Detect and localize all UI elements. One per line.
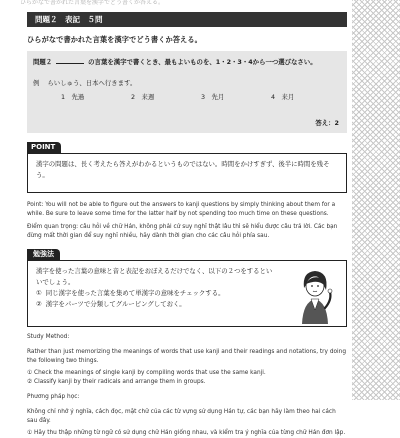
choice-2: 2 来週 <box>131 93 155 101</box>
point-box: 漢字の問題は、長く考えたら答えがわかるというものではない。時間をかけすぎず、後半に時間を残そう。 <box>27 153 347 193</box>
study-vn-heading: Phương pháp học: <box>27 394 80 400</box>
example-row <box>33 78 341 87</box>
page-content <box>27 12 347 438</box>
section-instruction: ひらがなで書かれた言葉を漢字でどう書くか答える。 <box>27 35 202 44</box>
point-english: Point: You will not be able to figure out the answers to kanji questions by simply thinking about them for a while. Be sure to leave some time for the latter half by not spending too much time on these questions. <box>27 202 336 217</box>
study-item-number: ② <box>36 300 42 308</box>
example-sentence: らいしゅう、日本へ行きます。 <box>47 79 137 87</box>
study-english-heading: Study Method: <box>27 334 70 340</box>
answer-text: 答え：2 <box>315 119 339 127</box>
choice-1: 1 先過 <box>61 93 85 101</box>
study-vn-body: Không chỉ nhớ ý nghĩa, cách đọc, mặt chữ của các từ vựng sử dụng Hán tự, các bạn hãy làm theo hai cách sau đây. <box>27 409 336 424</box>
choice-3: 3 先月 <box>201 93 225 101</box>
study-english-item-2: ② Classify kanji by their radicals and arrange them in groups. <box>27 379 206 385</box>
study-method-tag: 勉強法 <box>27 249 60 260</box>
point-vietnamese: Điểm quan trọng: câu hỏi về chữ Hán, không phải cứ suy nghĩ thật lâu thì sẽ hiểu được câu trả lời. Các bạn đừng mất thời gian để suy nghĩ nhiều, hãy dành thời gian cho các câu hỏi phía sau. <box>27 224 338 239</box>
study-item-1 <box>36 288 276 299</box>
previous-page-remnant: ひらがなで書かれた言葉を漢字でどう書くか答える。 <box>20 0 165 6</box>
section-header: 問題２ 表記 ５問 <box>27 12 347 27</box>
page-edge-pattern <box>352 0 400 400</box>
underline-blank <box>56 57 84 64</box>
point-tag: POINT <box>27 142 61 153</box>
study-item-number: ① <box>36 289 42 297</box>
answer-choices <box>33 92 341 101</box>
sample-question-box <box>27 51 347 133</box>
study-item-text: 漢字をパーツで分類してグルーピングしておく。 <box>45 300 186 308</box>
teacher-illustration <box>292 266 338 326</box>
question-text: の言葉を漢字で書くとき、最もよいものを、1・2・3・4から一つ選びなさい。 <box>88 58 317 66</box>
study-english-item-1: ① Check the meanings of single kanji by compiling words that use the same kanji. <box>27 370 266 376</box>
study-intro: 漢字を使った言葉の意味と音と表記をおぼえるだけでなく、以下の２つをするといいでしょう。 <box>36 267 273 286</box>
choice-4: 4 来月 <box>271 93 295 101</box>
question-label: 問題２ <box>33 58 53 66</box>
study-item-text: 同じ漢字を使った言葉を集めて単漢字の意味をチェックする。 <box>45 289 225 297</box>
study-method-box <box>27 260 347 327</box>
study-english-body: Rather than just memorizing the meanings of words that use kanji and their readings and notations, try doing the following two things. <box>27 349 347 364</box>
study-vn-item-1: ① Hãy thu thập những từ ngữ có sử dụng chữ Hán giống nhau, và kiểm tra ý nghĩa của từng chữ Hán đơn lập. <box>27 430 346 436</box>
question-row <box>33 57 341 66</box>
study-item-2 <box>36 299 276 310</box>
example-label: 例 <box>33 79 40 87</box>
